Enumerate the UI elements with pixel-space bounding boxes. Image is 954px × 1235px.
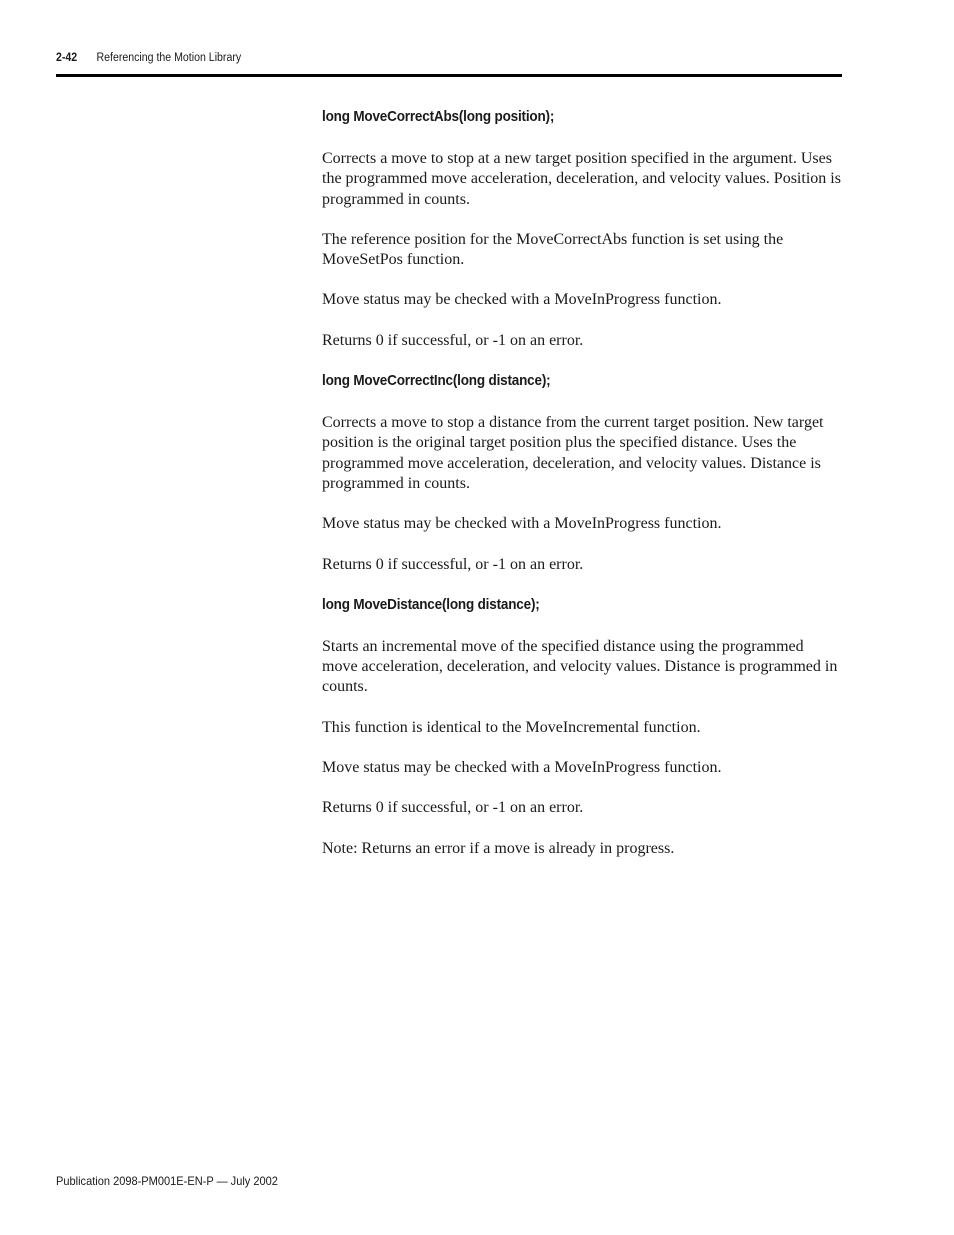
paragraph: Corrects a move to stop at a new target position specified in the argument. Uses the programmed move acceleration, deceleration, and velocity values. Position is programmed in counts. (322, 150, 841, 208)
paragraph: Corrects a move to stop a distance from the current target position. New target position is the original target position plus the specified distance. Uses the programmed move acceleration, deceleration, and velocity values. Distance is programmed in counts. (322, 414, 824, 492)
paragraph: Returns 0 if successful, or -1 on an error. (322, 555, 584, 573)
paragraph: Returns 0 if successful, or -1 on an error. (322, 799, 584, 817)
paragraph: Note: Returns an error if a move is already in progress. (322, 839, 675, 857)
page-footer: Publication 2098-PM001E-EN-P — July 2002 (56, 1174, 278, 1188)
function-heading: long MoveCorrectAbs(long position); (322, 108, 555, 125)
paragraph: The reference position for the MoveCorrectAbs function is set using the MoveSetPos function. (322, 230, 784, 269)
paragraph: This function is identical to the MoveIncremental function. (322, 718, 701, 736)
section-move-correct-abs (322, 107, 842, 351)
main-content (322, 107, 842, 879)
paragraph: Move status may be checked with a MoveInProgress function. (322, 291, 722, 309)
page-number: 2-42 (56, 52, 78, 64)
function-heading: long MoveCorrectInc(long distance); (322, 372, 551, 390)
page-header (56, 52, 779, 70)
paragraph: Move status may be checked with a MoveInProgress function. (322, 515, 722, 533)
header-rule (56, 74, 842, 77)
section-move-correct-inc (322, 371, 842, 575)
paragraph: Move status may be checked with a MoveInProgress function. (322, 759, 722, 777)
paragraph: Returns 0 if successful, or -1 on an error. (322, 331, 584, 349)
paragraph: Starts an incremental move of the specified distance using the programmed move acceleration, deceleration, and velocity values. Distance is programmed in counts. (322, 637, 838, 696)
section-move-distance (322, 595, 842, 859)
section-title: Referencing the Motion Library (96, 52, 242, 64)
function-heading: long MoveDistance(long distance); (322, 595, 540, 613)
